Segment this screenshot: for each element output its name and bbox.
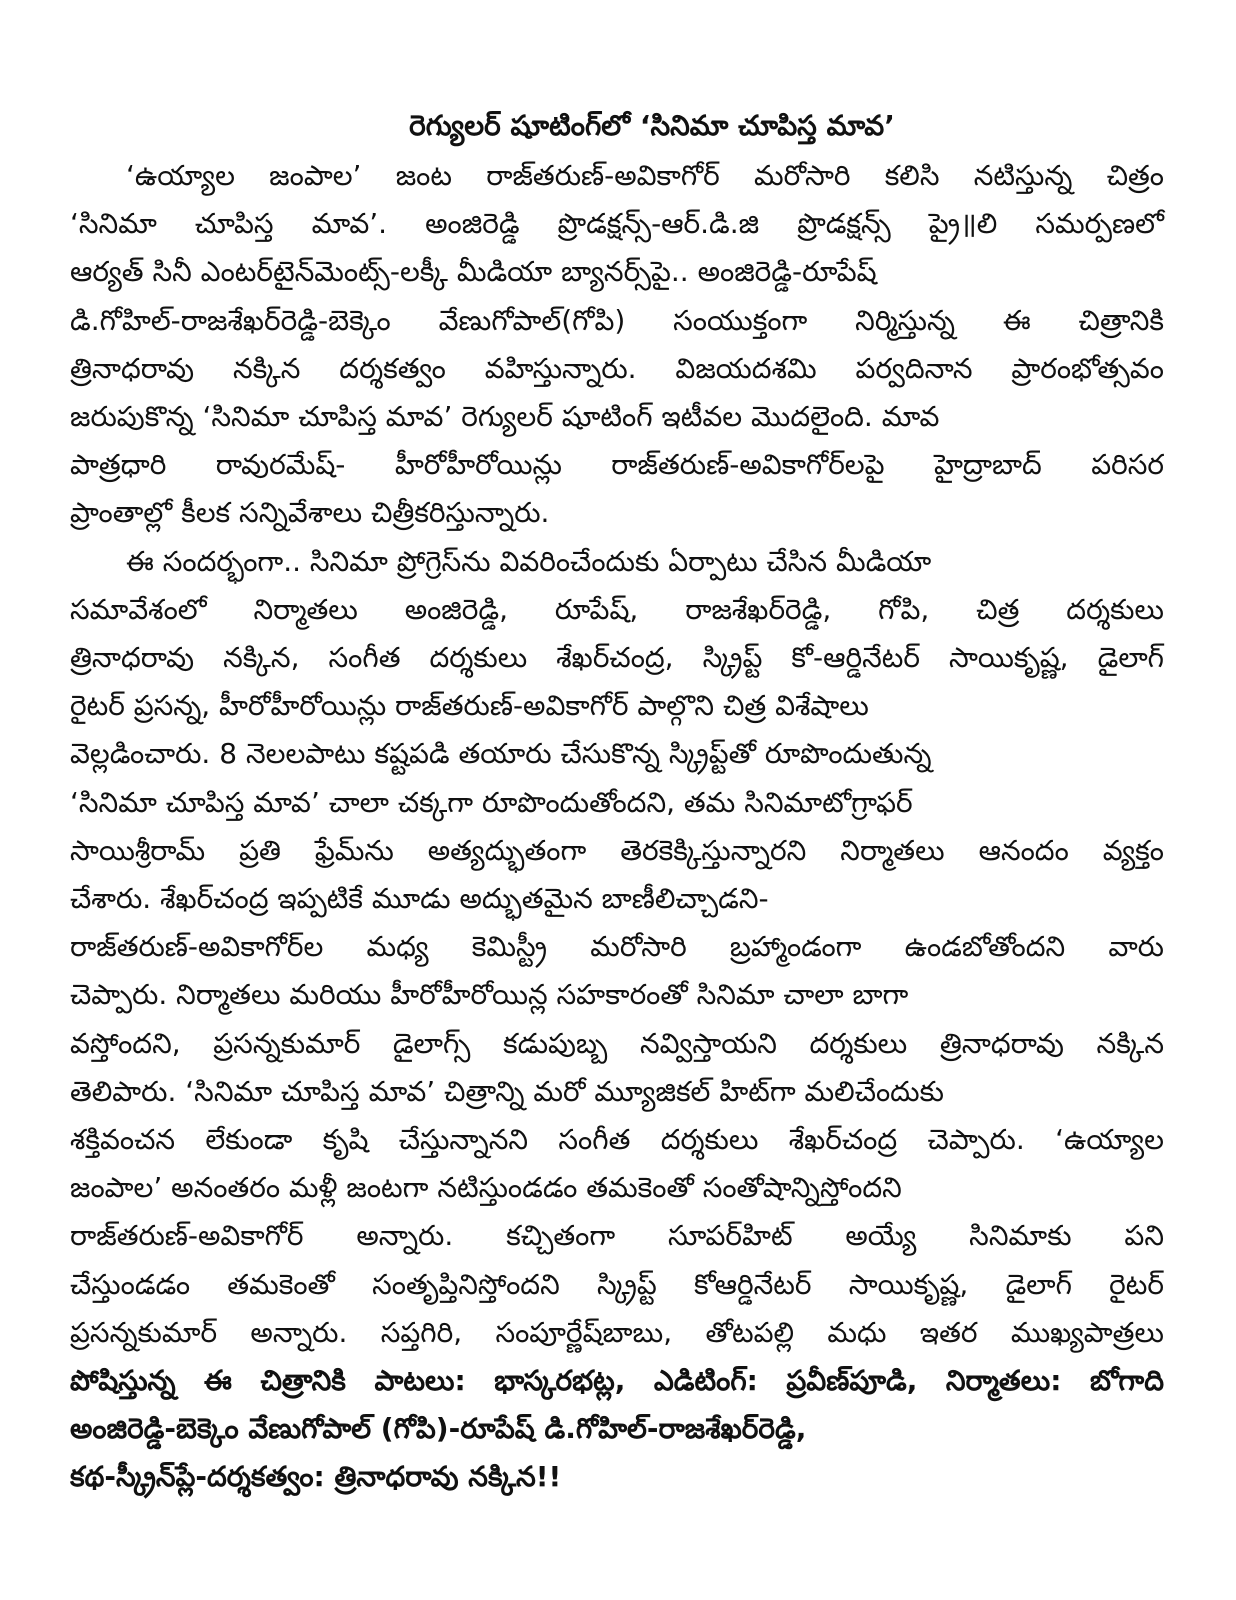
article-line: ‘సినిమా చూపిస్త మావ’. అంజిరెడ్డి ప్రొడక్షన్స్-ఆర్.డి.జి ప్రొడక్షన్స్ ప్రై॥లి సమర్పణలో (70, 207, 1164, 241)
article-line: ‘సినిమా చూపిస్త మావ’ చాలా చక్కగా రూపొందుతోందని, తమ సినిమాటోగ్రాఫర్ (70, 785, 913, 819)
article-line: ఆర్యత్ సినీ ఎంటర్‌టైన్‌మెంట్స్-లక్కీ మీడియా బ్యానర్స్‌పై.. అంజిరెడ్డి-రూపేష్ (70, 255, 877, 289)
article-line: శక్తివంచన లేకుండా కృషి చేస్తున్నానని సంగీత దర్శకులు శేఖర్‌చంద్ర చెప్పారు. ‘ఉయ్యాల (70, 1123, 1164, 1157)
article-title: రెగ్యులర్ షూటింగ్‌లో ‘సినిమా చూపిస్త మావ’ (409, 109, 895, 142)
article-body (70, 152, 1164, 1502)
article-line: రైటర్ ప్రసన్న, హీరోహీరోయిన్లు రాజ్‌తరుణ్-అవికాగోర్ పాల్గొని చిత్ర విశేషాలు (70, 689, 869, 723)
article-line: కథ-స్క్రీన్‌ప్లే-దర్శకత్వం: త్రినాధరావు నక్కిన!! (70, 1460, 562, 1494)
article-line: చేశారు. శేఖర్‌చంద్ర ఇప్పటికే మూడు అద్భుతమైన బాణీలిచ్చాడని- (70, 882, 769, 916)
article-line: ప్రసన్నకుమార్ అన్నారు. సప్తగిరి, సంపూర్ణేష్‌బాబు, తోటపల్లి మధు ఇతర ముఖ్యపాత్రలు (70, 1315, 1164, 1349)
article-line: ‘ఉయ్యాల జంపాల’ జంట రాజ్‌తరుణ్-అవికాగోర్ మరోసారి కలిసి నటిస్తున్న చిత్రం (126, 159, 1164, 192)
article-line: వస్తోందని, ప్రసన్నకుమార్ డైలాగ్స్ కడుపుబ్బ నవ్విస్తాయని దర్శకులు త్రినాధరావు నక్కిన (70, 1026, 1164, 1060)
article-line: రాజ్‌తరుణ్-అవికాగోర్ అన్నారు. కచ్చితంగా సూపర్‌హిట్ అయ్యే సినిమాకు పని (70, 1219, 1164, 1253)
article-line: చెప్పారు. నిర్మాతలు మరియు హీరోహీరోయిన్ల సహకారంతో సినిమా చాలా బాగా (70, 978, 909, 1012)
article-line: ఈ సందర్భంగా.. సినిమా ప్రోగ్రెస్‌ను వివరించేందుకు ఏర్పాటు చేసిన మీడియా (126, 544, 932, 578)
article-line: సాయిశ్రీరామ్ ప్రతి ఫ్రేమ్‌ను అత్యద్భుతంగా తెరకెక్కిస్తున్నారని నిర్మాతలు ఆనందం వ్యక్తం (70, 833, 1164, 867)
article-line: వెల్లడించారు. 8 నెలలపాటు కష్టపడి తయారు చేసుకొన్న స్క్రిప్ట్‌తో రూపొందుతున్న (70, 737, 932, 771)
article-line: పోషిస్తున్న ఈ చిత్రానికి పాటలు: భాస్కరభట్ల, ఎడిటింగ్: ప్రవీణ్‌పూడి, నిర్మాతలు: బోగాది (70, 1364, 1164, 1398)
article-line: జరుపుకొన్న ‘సినిమా చూపిస్త మావ’ రెగ్యులర్ షూటింగ్ ఇటీవల మొదలైంది. మావ (70, 400, 940, 434)
article-line: త్రినాధరావు నక్కిన, సంగీత దర్శకులు శేఖర్‌చంద్ర, స్క్రిప్ట్ కో-ఆర్డినేటర్ సాయికృష్ణ, డైలాగ్ (70, 641, 1164, 675)
article-line: డి.గోహిల్-రాజశేఖర్‌రెడ్డి-బెక్కెం వేణుగోపాల్(గోపి) సంయుక్తంగా నిర్మిస్తున్న ఈ చిత్రానికి (70, 303, 1164, 337)
article-line: తెలిపారు. ‘సినిమా చూపిస్త మావ’ చిత్రాన్ని మరో మ్యూజికల్ హిట్‌గా మలిచేందుకు (70, 1074, 944, 1108)
article-line: పాత్రధారి రావురమేష్- హీరోహీరోయిన్లు రాజ్‌తరుణ్-అవికాగోర్‌లపై హైద్రాబాద్ పరిసర (70, 448, 1164, 482)
article-line: అంజిరెడ్డి-బెక్కెం వేణుగోపాల్ (గోపి)-రూపేష్ డి.గోహిల్-రాజశేఖర్‌రెడ్డి, (70, 1412, 807, 1446)
article-line: త్రినాధరావు నక్కిన దర్శకత్వం వహిస్తున్నారు. విజయదశమి పర్వదినాన ప్రారంభోత్సవం (70, 351, 1164, 385)
article-line: సమావేశంలో నిర్మాతలు అంజిరెడ్డి, రూపేష్, రాజశేఖర్‌రెడ్డి, గోపి, చిత్ర దర్శకులు (70, 592, 1164, 626)
article-line: రాజ్‌తరుణ్-అవికాగోర్‌ల మధ్య కెమిస్ట్రీ మరోసారి బ్రహ్మాండంగా ఉండబోతోందని వారు (70, 930, 1164, 964)
article-line: జంపాల’ అనంతరం మళ్లీ జంటగా నటిస్తుండడం తమకెంతో సంతోషాన్నిస్తోందని (70, 1171, 902, 1205)
article-line: ప్రాంతాల్లో కీలక సన్నివేశాలు చిత్రీకరిస్తున్నారు. (70, 496, 550, 530)
article-line: చేస్తుండడం తమకెంతో సంతృప్తినిస్తోందని స్క్రిప్ట్ కోఆర్డినేటర్ సాయికృష్ణ, డైలాగ్ రైటర్ (70, 1267, 1164, 1301)
